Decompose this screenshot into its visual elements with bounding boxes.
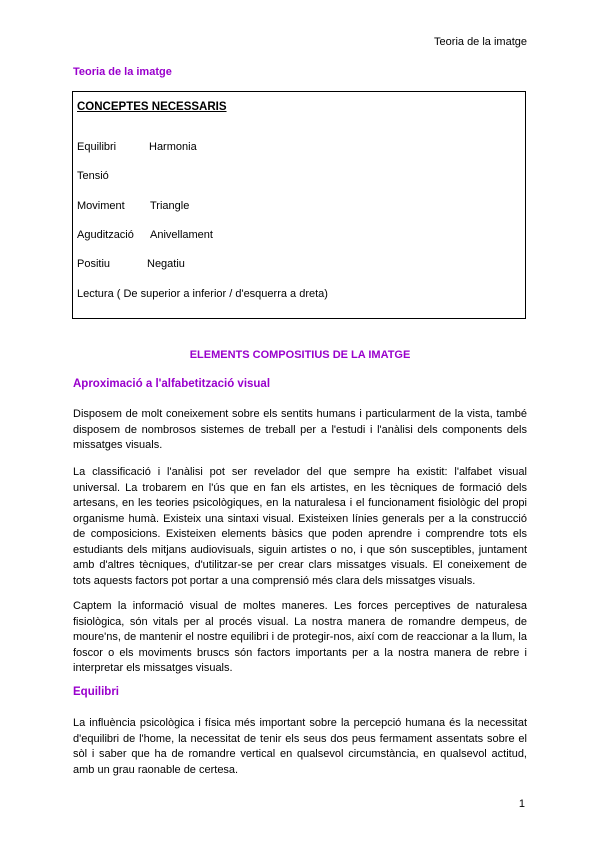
paragraph: La influència psicològica i física més important sobre la percepció humana és la necessitat d'equilibri de l'home, la necessitat de tenir els seus dos peus fermament assentats sobre el sòl i saber que ha de romandre vertical en qualsevol circumstància, en qualsevol actitud, amb un grau raonable de certesa. — [73, 717, 527, 776]
paragraph: Disposem de molt coneixement sobre els sentits humans i particularment de la vista, també disposem de nombrosos sistemes de treball per a l'estudi i l'anàlisi dels components dels missatges visuals. — [73, 408, 527, 451]
concept-term: Agudització — [77, 229, 134, 241]
section-heading: ELEMENTS COMPOSITIUS DE LA IMATGE — [189, 349, 411, 361]
running-header: Teoria de la imatge — [434, 36, 527, 48]
concept-term: Negatiu — [147, 258, 185, 270]
concept-row — [77, 258, 185, 270]
page-number: 1 — [518, 798, 525, 810]
subsection-heading: Equilibri — [73, 686, 119, 698]
concept-row — [77, 141, 197, 153]
concept-term: Positiu — [77, 258, 111, 270]
concept-term: Equilibri — [77, 141, 117, 153]
concept-term: Lectura ( De superior a inferior / d'esquerra a dreta) — [77, 288, 328, 300]
concept-term: Moviment — [77, 200, 125, 212]
concepts-heading: CONCEPTES NECESSARIS — [77, 101, 227, 113]
concept-term: Anivellament — [150, 229, 213, 241]
concepts-box — [72, 91, 526, 319]
concept-term: Tensió — [77, 170, 109, 182]
concept-row — [77, 170, 109, 182]
concept-row — [77, 229, 213, 241]
subsection-heading: Aproximació a l'alfabetització visual — [73, 378, 271, 390]
concept-row — [77, 200, 190, 212]
paragraph: Captem la informació visual de moltes maneres. Les forces perceptives de naturalesa fisiològica, són vitals per al procés visual. La nostra manera de romandre dempeus, de moure'ns, de mantenir el nostre equilibri i de protegir-nos, així com de reaccionar a la llum, la foscor o els moviments bruscs són factors importants per a la nostra manera de rebre i interpretar els missatges visuals. — [73, 600, 527, 674]
concept-row — [77, 288, 328, 300]
paragraph: La classificació i l'anàlisi pot ser revelador del que sempre ha existit: l'alfabet visual universal. La trobarem en l'ús que en fan els artistes, en les tècniques de formació dels artesans, en les teories psicològiques, en la naturalesa i el funcionament fisiològic del propi organisme humà. Existeix una sintaxi visual. Existeixen línies generals per a la construcció de composicions. Existeixen elements bàsics que poden aprendre i comprendre tots els estudiants dels mitjans audiovisuals, siguin artistes o no, i que són susceptibles, juntament amb d'altres tècniques, d'utilitzar-se per crear clars missatges visuals. El coneixement de tots aquests factors pot portar a una comprensió més clara dels missatges visuals. — [73, 466, 527, 587]
concept-term: Harmonia — [149, 141, 197, 153]
document-title: Teoria de la imatge — [73, 66, 172, 78]
concept-term: Triangle — [150, 200, 190, 212]
